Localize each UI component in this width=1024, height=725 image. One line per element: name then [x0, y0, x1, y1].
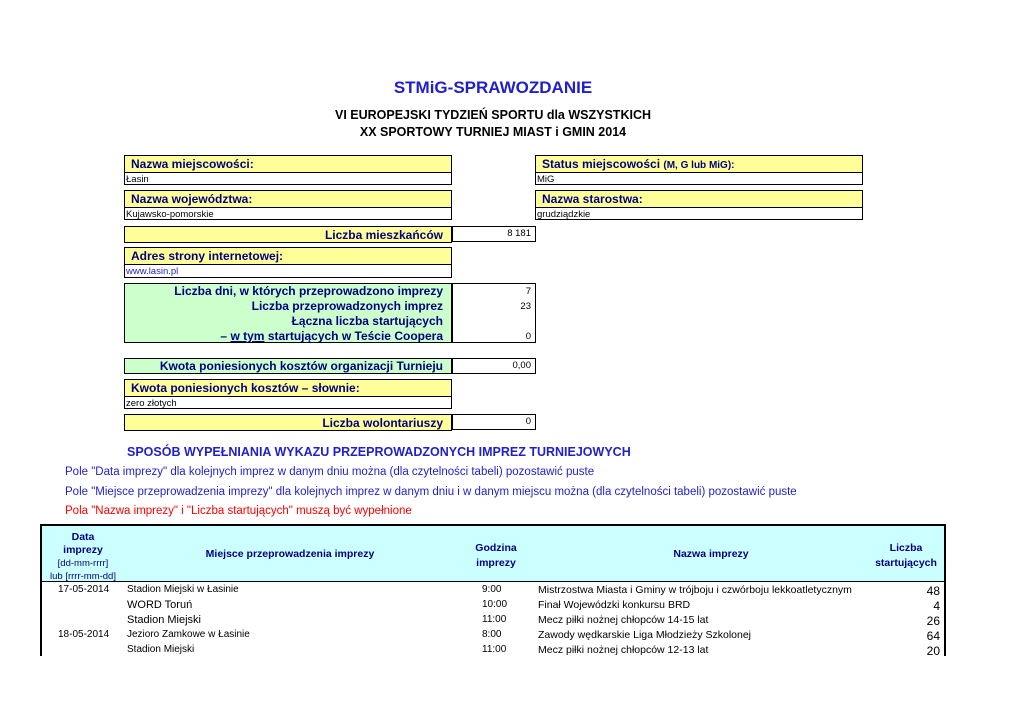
table-header	[40, 524, 946, 582]
starostwo-field[interactable]: grudziądzkie	[537, 209, 591, 220]
cell-name: Mecz piłki nożnej chłopców 14-15 lat	[538, 614, 709, 626]
page-subtitle-2: XX SPORTOWY TURNIEJ MIAST i GMIN 2014	[359, 125, 627, 139]
cell-time: 11:00	[482, 644, 507, 655]
cooper-label-row	[125, 329, 443, 344]
cell-time: 8:00	[482, 629, 502, 640]
cell-count: 20	[926, 644, 940, 658]
table-row[interactable]	[40, 614, 946, 629]
header-date	[42, 531, 124, 583]
cell-time: 11:00	[482, 614, 507, 625]
cell-count: 48	[926, 584, 940, 598]
miejscowosc-label: Nazwa miejscowości:	[125, 156, 451, 173]
wolontariusze-label: Liczba wolontariuszy	[124, 414, 452, 431]
header-time-line2: imprezy	[476, 557, 516, 569]
www-card	[124, 247, 452, 278]
table-row[interactable]	[40, 644, 946, 659]
table-row[interactable]	[40, 599, 946, 614]
wojewodztwo-field[interactable]: Kujawsko-pomorskie	[126, 209, 214, 220]
cooper-prefix: –	[220, 329, 228, 343]
header-place: Miejsce przeprowadzenia imprezy	[205, 548, 375, 560]
www-label: Adres strony internetowej:	[125, 248, 451, 265]
cooper-underline: w tym	[230, 329, 265, 343]
koszty-label: Kwota poniesionych kosztów organizacji Turnieju	[124, 358, 452, 374]
miejscowosc-field[interactable]: Łasin	[126, 174, 149, 185]
header-date-line4: lub [rrrr-mm-dd]	[50, 571, 116, 582]
koszty-slownie-card	[124, 379, 452, 409]
dni-field[interactable]: 7	[525, 286, 531, 297]
cell-place: WORD Toruń	[127, 599, 193, 611]
header-date-line1: Data	[71, 531, 95, 543]
cell-name: Mecz piłki nożnej chłopców 12-13 lat	[538, 644, 709, 656]
header-count-line1: Liczba	[889, 542, 923, 554]
instructions-heading: SPOSÓB WYPEŁNIANIA WYKAZU PRZEPROWADZONYCH IMPREZ TURNIEJOWYCH	[127, 445, 631, 459]
mieszkancy-label: Liczba mieszkańców	[124, 226, 452, 243]
cell-place: Jezioro Zamkowe w Łasinie	[127, 629, 250, 640]
koszty-slownie-field[interactable]: zero złotych	[126, 398, 177, 409]
cell-count: 4	[933, 599, 940, 613]
koszty-field[interactable]: 0,00	[452, 358, 536, 374]
cell-name: Mistrzostwa Miasta i Gminy w trójboju i czwórboju lekkoatletycznym	[538, 584, 852, 596]
summary-values	[452, 283, 536, 343]
header-count	[868, 541, 944, 571]
page-title: STMiG-SPRAWOZDANIE	[393, 78, 593, 97]
wolontariusze-field[interactable]: 0	[452, 414, 536, 430]
instruction-line-3: Pola "Nazwa imprezy" i "Liczba startujących" muszą być wypełnione	[65, 505, 412, 517]
startujacy-label: Łączna liczba startujących	[291, 314, 443, 328]
header-date-line2: imprezy	[63, 544, 103, 556]
table-row[interactable]	[40, 629, 946, 644]
mieszkancy-field[interactable]: 8 181	[452, 226, 536, 242]
imprezy-field[interactable]: 23	[520, 301, 531, 312]
summary-block	[124, 283, 452, 343]
page-subtitle-1: VI EUROPEJSKI TYDZIEŃ SPORTU dla WSZYSTKICH	[334, 108, 651, 122]
instruction-line-2: Pole "Miejsce przeprowadzenia imprezy" dla kolejnych imprez w danym dniu i w danym miejscu można (dla czytelności tabeli) pozostawić puste	[65, 486, 797, 498]
cell-place: Stadion Miejski	[127, 644, 195, 655]
startujacy-field[interactable]	[453, 314, 531, 329]
wojewodztwo-card	[124, 190, 452, 220]
status-hint: (M, G lub MiG):	[663, 160, 735, 171]
status-label: Status miejscowości	[542, 157, 661, 171]
header-time	[452, 541, 540, 571]
cooper-field[interactable]: 0	[525, 331, 531, 342]
header-name: Nazwa imprezy	[673, 548, 749, 560]
www-link[interactable]: www.lasin.pl	[126, 266, 179, 277]
starostwo-card	[535, 190, 863, 220]
status-field[interactable]: MiG	[537, 174, 555, 185]
header-date-line3: [dd-mm-rrrr]	[57, 558, 109, 569]
cell-place: Stadion Miejski w Łasinie	[127, 584, 239, 595]
cell-name: Zawody wędkarskie Liga Młodzieży Szkolonej	[538, 629, 752, 641]
dni-label: Liczba dni, w których przeprowadzono imprezy	[174, 284, 443, 298]
cell-time: 10:00	[482, 599, 508, 610]
cell-place: Stadion Miejski	[127, 614, 201, 626]
cell-time: 9:00	[482, 584, 502, 595]
header-time-line1: Godzina	[475, 542, 517, 554]
cell-count: 26	[926, 614, 940, 628]
koszty-slownie-label: Kwota poniesionych kosztów – słownie:	[125, 380, 451, 397]
instruction-line-1: Pole "Data imprezy" dla kolejnych imprez w danym dniu można (dla czytelności tabeli) pozostawić puste	[65, 466, 595, 478]
starostwo-label: Nazwa starostwa:	[536, 191, 862, 208]
miejscowosc-card	[124, 155, 452, 185]
status-card	[535, 155, 863, 185]
header-count-line2: startujących	[875, 557, 937, 569]
imprezy-label: Liczba przeprowadzonych imprez	[251, 299, 443, 313]
cooper-label: startujących w Teście Coopera	[267, 329, 443, 343]
status-label-row	[536, 156, 862, 173]
cell-name: Finał Wojewódzki konkursu BRD	[538, 599, 691, 611]
cell-date: 18-05-2014	[58, 629, 110, 640]
cell-count: 64	[926, 629, 940, 643]
cell-date: 17-05-2014	[58, 584, 110, 595]
table-row[interactable]	[40, 584, 946, 599]
wojewodztwo-label: Nazwa województwa:	[125, 191, 451, 208]
